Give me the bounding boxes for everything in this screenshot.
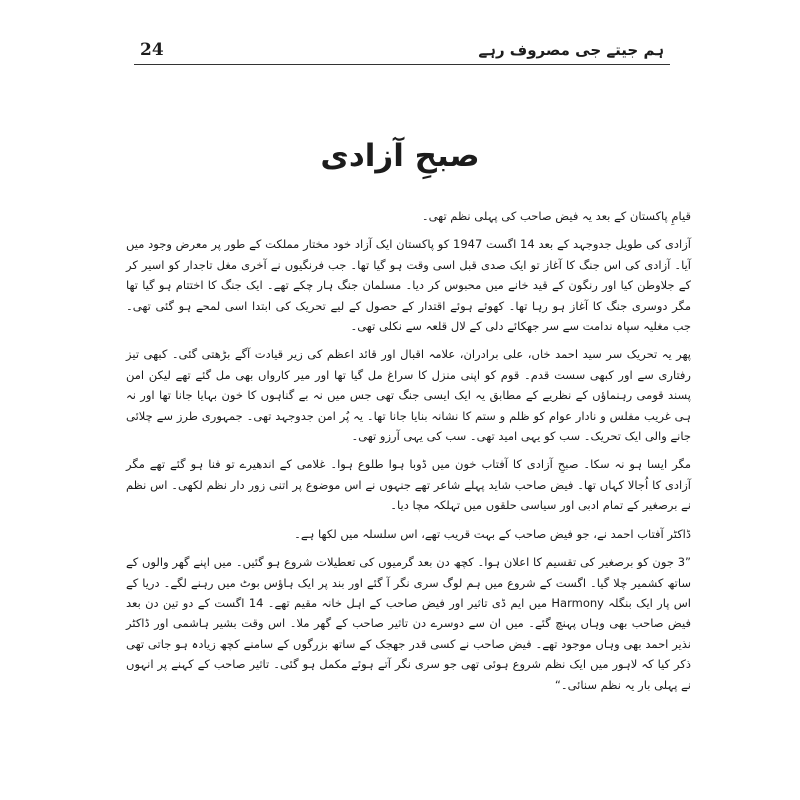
paragraph: پھر یہ تحریک سر سید احمد خاں، علی برادران، علامہ اقبال اور قائد اعظم کی زیر قیادت آگے بڑھتی گئی۔ کبھی تیز رفتاری سے اور کبھی سست قدم۔ قوم کو اپنی منزل کا سراغ مل گیا تھا اور میر کارواں بھی مل گئے تھے لیکن امن پسند قومی رہنماؤں کے نظریے کے مطابق یہ ایک ایسی جنگ تھی جس میں نہ بے گناہوں کا خون بہایا جانا تھا اور نہ ہی غریب مفلس و نادار عوام کو ظلم و ستم کا نشانہ بنایا جانا تھا۔ یہ پُر امن جدوجہد تھی۔ جمہوری طرز سے چلائی جانے والی ایک تحریک۔ سب کو یہی امید تھی۔ سب کی یہی آرزو تھی۔ <box>126 347 691 444</box>
chapter-title: صبحِ آزادی <box>320 138 480 174</box>
paragraph: قیامِ پاکستان کے بعد یہ فیض صاحب کی پہلی نظم تھی۔ <box>421 209 691 223</box>
paragraph: آزادی کی طویل جدوجہد کے بعد 14 اگست 1947 کو پاکستان ایک آزاد خود مختار مملکت کے طور پر معرض وجود میں آیا۔ آزادی کی اس جنگ کا آغاز تو ایک صدی قبل اسی وقت ہو گیا تھا۔ جب فرنگیوں نے آخری مغل تاجدار کو اسیر کر کے جلاوطن کیا اور رنگون کے قید خانے میں محبوس کر دیا۔ مسلمان جنگ ہار چکے تھے۔ ایک جنگ کا اختتام ہو گیا تھا مگر دوسری جنگ کا آغاز ہو رہا تھا۔ کھوئے ہوئے اقتدار کے حصول کے لیے تحریک کی ابتدا اسی لمحے ہو گئی تھی۔ جب مغلیہ سپاہ ندامت سے سر جھکائے دلی کے لال قلعہ سے نکلی تھی۔ <box>126 237 691 334</box>
body-text <box>126 206 691 703</box>
page-header <box>140 38 664 62</box>
paragraph: ڈاکٹر آفتاب احمد نے، جو فیض صاحب کے بہت قریب تھے، اس سلسلہ میں لکھا ہے۔ <box>294 526 691 541</box>
header-rule <box>134 64 670 65</box>
running-title: ہم جیتے جی مصروف رہے <box>478 41 664 59</box>
paragraph: مگر ایسا ہو نہ سکا۔ صبحِ آزادی کا آفتاب خون میں ڈوبا ہوا طلوع ہوا۔ غلامی کے اندھیرے تو فنا ہو گئے تھے مگر آزادی کا اُجالا کہاں تھا۔ فیض صاحب شاید پہلے شاعر تھے جنہوں نے اس موضوع پر اتنی زور دار نظم لکھی۔ اس نظم نے برصغیر کے تمام ادبی اور سیاسی حلقوں میں تہلکہ مچا دیا۔ <box>126 457 691 513</box>
quoted-passage: ”3 جون کو برصغیر کی تقسیم کا اعلان ہوا۔ کچھ دن بعد گرمیوں کی تعطیلات شروع ہو گئیں۔ میں اپنے گھر والوں کے ساتھ کشمیر چلا گیا۔ اگست کے شروع میں ہم لوگ سری نگر آ گئے اور بند پر ایک ہاؤس بوٹ میں رہنے لگے۔ دریا کے اس پار ایک بنگلہ Harmony میں ایم ڈی تاثیر اور فیض صاحب کے اہل خانہ مقیم تھے۔ 14 اگست کے دو تین دن بعد فیض صاحب بھی وہاں پہنچ گئے۔ میں ان سے دوسرے دن تاثیر صاحب کے گھر ملا۔ اس وقت بشیر ہاشمی اور ڈاکٹر نذیر احمد بھی وہاں موجود تھے۔ فیض صاحب نے کسی قدر جھجک کے ساتھ بزرگوں کے سامنے کچھ زیادہ ہو جاتی تھی ذکر کیا کہ لاہور میں ایک نظم شروع ہوئی تھی جو سری نگر آتے ہوئے مکمل ہو گئی۔ تاثیر صاحب کے کہنے پر انہوں نے پہلی بار یہ نظم سنائی۔“ <box>126 555 691 692</box>
page-number: 24 <box>140 40 164 60</box>
